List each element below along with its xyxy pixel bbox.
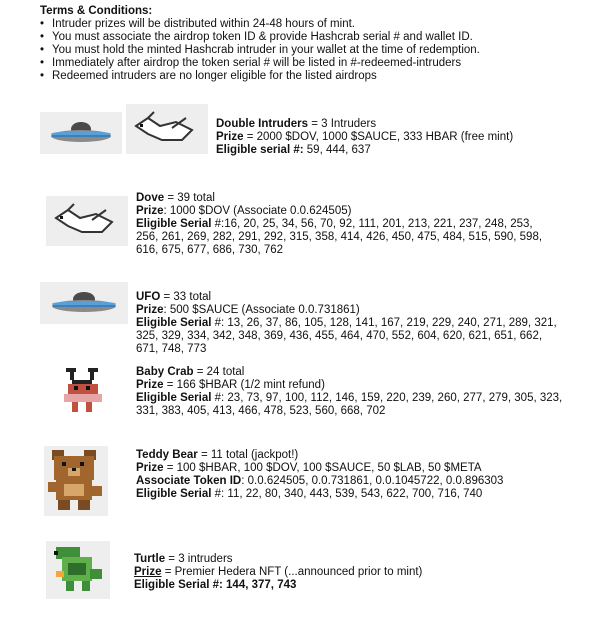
dove-icon <box>46 196 128 246</box>
dove-icon <box>126 104 208 154</box>
prize-baby-crab: Baby Crab = 24 total Prize = 166 $HBAR (1/2 mint refund) Eligible Serial #: 23, 73, 97, 100, 112, 146, 159, 220, 239, 260, 277, 279, 305, 323, 331, 383, 405, 413, 466, 478, 523, 560, 668, 702 <box>136 366 563 417</box>
terms-item: • You must associate the airdrop token ID & provide Hashcrab serial # and wallet ID. <box>40 31 600 44</box>
terms-item: • Intruder prizes will be distributed within 24-48 hours of mint. <box>40 18 600 31</box>
terms-section <box>40 5 600 83</box>
terms-item: • Redeemed intruders are no longer eligible for the listed airdrops <box>40 70 600 83</box>
baby-crab-icon <box>58 366 108 420</box>
prize-teddy-bear: Teddy Bear = 11 total (jackpot!) Prize = 100 $HBAR, 100 $DOV, 100 $SAUCE, 50 $LAB, 50 $META Associate Token ID: 0.0.624505, 0.0.731861, 0.0.1045722, 0.0.896303 Eligible Serial #: 11, 22, 80, 340, 443, 539, 543, 622, 700, 716, 740 <box>136 449 504 500</box>
terms-item: • You must hold the minted Hashcrab intruder in your wallet at the time of redemption. <box>40 44 600 57</box>
terms-title: Terms & Conditions: <box>40 5 153 17</box>
teddy-bear-icon <box>44 446 108 516</box>
prize-ufo: UFO = 33 total Prize: 500 $SAUCE (Associate 0.0.731861) Eligible Serial #: 13, 26, 37, 86, 105, 128, 141, 167, 219, 229, 240, 271, 289, 321, 325, 329, 334, 342, 348, 369, 436, 455, 464, 470, 552, 604, 620, 621, 651, 662, 671, 748, 773 <box>136 291 557 355</box>
prize-turtle: Turtle = 3 intruders Prize = Premier Hedera NFT (...announced prior to mint) Eligible Serial #: 144, 377, 743 <box>134 553 423 591</box>
turtle-icon <box>46 541 110 599</box>
terms-list <box>40 18 600 83</box>
ufo-icon <box>40 112 122 154</box>
ufo-icon <box>40 282 128 324</box>
prize-double-intruders: Double Intruders = 3 Intruders Prize = 2000 $DOV, 1000 $SAUCE, 333 HBAR (free mint) Eligible serial #: 59, 444, 637 <box>216 118 514 156</box>
terms-item: • Immediately after airdrop the token serial # will be listed in #-redeemed-intruders <box>40 57 600 70</box>
prize-dove: Dove = 39 total Prize: 1000 $DOV (Associate 0.0.624505) Eligible Serial #:16, 20, 25, 34, 56, 70, 92, 111, 201, 213, 221, 237, 248, 253, 256, 261, 269, 282, 291, 292, 315, 358, 414, 426, 450, 475, 484, 515, 590, 598, 616, 675, 677, 686, 730, 762 <box>136 192 543 256</box>
